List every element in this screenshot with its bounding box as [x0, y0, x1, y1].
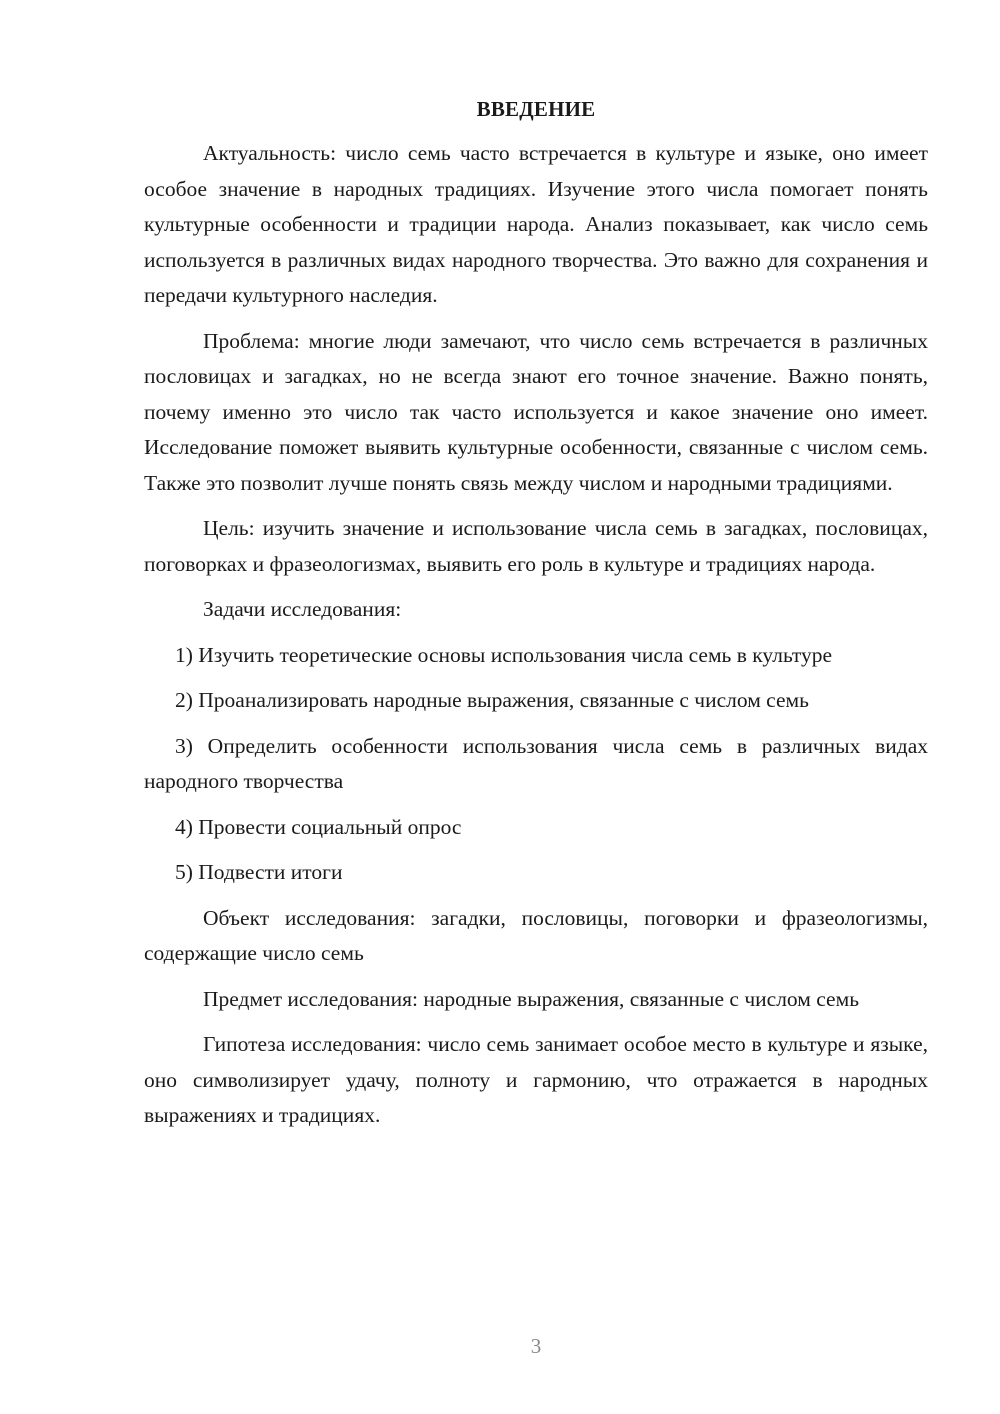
relevance-paragraph: Актуальность: число семь часто встречается в культуре и языке, оно имеет особое значение в народных традициях. Изучение этого числа помогает понять культурные особенности и традиции народа. Анализ показывает, как число семь используется в различных видах народного творчества. Это важно для сохранения и передачи культурного наследия.: [144, 141, 928, 307]
goal-paragraph: Цель: изучить значение и использование числа семь в загадках, пословицах, поговорках и фразеологизмах, выявить его роль в культуре и традициях народа.: [144, 516, 928, 576]
task-item: 5) Подвести итоги: [175, 860, 343, 884]
subject-paragraph: Предмет исследования: народные выражения, связанные с числом семь: [203, 986, 860, 1011]
task-item: 2) Проанализировать народные выражения, связанные с числом семь: [175, 688, 809, 712]
document-page: [144, 92, 928, 1144]
tasks-heading: Задачи исследования:: [203, 597, 402, 621]
hypothesis-paragraph: Гипотеза исследования: число семь занимает особое место в культуре и языке, оно символизирует удачу, полноту и гармонию, что отражается в народных выражениях и традициях.: [144, 1032, 928, 1127]
page-title: ВВЕДЕНИЕ: [476, 97, 596, 121]
task-item: 4) Провести социальный опрос: [175, 814, 462, 839]
task-item: 3) Определить особенности использования числа семь в различных видах народного творчества: [144, 733, 928, 793]
problem-paragraph: Проблема: многие люди замечают, что число семь встречается в различных пословицах и загадках, но не всегда знают его точное значение. Важно понять, почему именно это число так часто используется и какое значение оно имеет. Исследование поможет выявить культурные особенности, связанные с числом семь. Также это позволит лучше понять связь между числом и народными традициями.: [144, 328, 928, 495]
page-number: 3: [530, 1334, 542, 1358]
task-item: 1) Изучить теоретические основы использования числа семь в культуре: [175, 642, 833, 667]
object-paragraph: Объект исследования: загадки, пословицы, поговорки и фразеологизмы, содержащие число семь: [144, 905, 928, 965]
